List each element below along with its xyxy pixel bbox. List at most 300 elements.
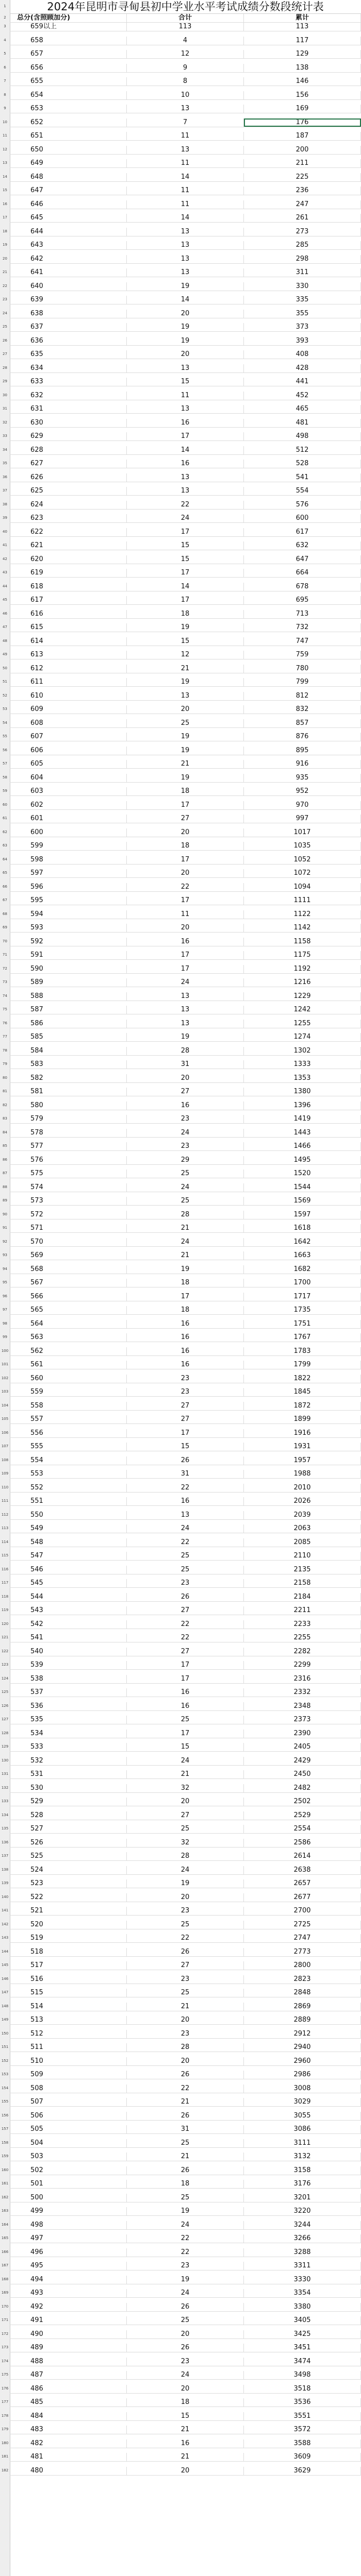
score-cell[interactable]: 565 bbox=[10, 1306, 127, 1314]
cumulative-cell[interactable]: 2800 bbox=[244, 1961, 361, 1970]
cumulative-cell[interactable]: 3354 bbox=[244, 2289, 361, 2297]
score-cell[interactable]: 547 bbox=[10, 1552, 127, 1560]
cumulative-cell[interactable]: 117 bbox=[244, 37, 361, 45]
row-number[interactable]: 150 bbox=[1, 2031, 9, 2036]
cumulative-cell[interactable]: 481 bbox=[244, 419, 361, 427]
row-number[interactable]: 47 bbox=[3, 625, 7, 629]
count-cell[interactable]: 20 bbox=[127, 310, 244, 318]
row-number[interactable]: 50 bbox=[3, 666, 7, 670]
score-cell[interactable]: 549 bbox=[10, 1524, 127, 1533]
count-cell[interactable]: 13 bbox=[127, 255, 244, 263]
row-number[interactable]: 104 bbox=[1, 1403, 9, 1408]
cumulative-cell[interactable]: 3244 bbox=[244, 2221, 361, 2229]
row-number[interactable]: 132 bbox=[1, 1785, 9, 1790]
score-cell[interactable]: 529 bbox=[10, 1798, 127, 1806]
score-cell[interactable]: 485 bbox=[10, 2398, 127, 2406]
score-cell[interactable]: 609 bbox=[10, 705, 127, 714]
score-cell[interactable]: 558 bbox=[10, 1402, 127, 1410]
cumulative-cell[interactable]: 200 bbox=[244, 146, 361, 154]
score-cell[interactable]: 648 bbox=[10, 173, 127, 181]
count-cell[interactable]: 17 bbox=[127, 1675, 244, 1683]
cumulative-cell[interactable]: 3474 bbox=[244, 2358, 361, 2366]
row-number[interactable]: 144 bbox=[1, 1949, 9, 1954]
count-cell[interactable]: 20 bbox=[127, 705, 244, 714]
count-cell[interactable]: 25 bbox=[127, 719, 244, 727]
score-cell[interactable]: 587 bbox=[10, 1006, 127, 1014]
count-cell[interactable]: 25 bbox=[127, 1716, 244, 1724]
score-cell[interactable]: 599 bbox=[10, 842, 127, 850]
cumulative-cell[interactable]: 2405 bbox=[244, 1743, 361, 1751]
row-number[interactable]: 111 bbox=[1, 1499, 9, 1503]
score-cell[interactable]: 498 bbox=[10, 2221, 127, 2229]
cumulative-cell[interactable]: 2986 bbox=[244, 2071, 361, 2079]
count-cell[interactable]: 19 bbox=[127, 1033, 244, 1041]
count-cell[interactable]: 21 bbox=[127, 2003, 244, 2011]
row-number[interactable]: 131 bbox=[1, 1772, 9, 1776]
row-number[interactable]: 88 bbox=[3, 1184, 7, 1189]
cumulative-cell[interactable]: 1957 bbox=[244, 1456, 361, 1465]
cumulative-cell[interactable]: 1845 bbox=[244, 1388, 361, 1396]
cumulative-cell[interactable]: 273 bbox=[244, 228, 361, 236]
score-cell[interactable]: 499 bbox=[10, 2207, 127, 2215]
score-cell[interactable]: 495 bbox=[10, 2262, 127, 2270]
row-number[interactable]: 60 bbox=[3, 802, 7, 807]
cumulative-cell[interactable]: 1443 bbox=[244, 1129, 361, 1137]
score-cell[interactable]: 496 bbox=[10, 2248, 127, 2257]
count-cell[interactable]: 16 bbox=[127, 1497, 244, 1505]
cumulative-cell[interactable]: 156 bbox=[244, 91, 361, 99]
score-cell[interactable]: 537 bbox=[10, 1688, 127, 1697]
row-number[interactable]: 177 bbox=[1, 2400, 9, 2404]
row-number[interactable]: 34 bbox=[3, 447, 7, 452]
row-number[interactable]: 109 bbox=[1, 1471, 9, 1476]
count-cell[interactable]: 23 bbox=[127, 1388, 244, 1396]
score-cell[interactable]: 655 bbox=[10, 77, 127, 86]
count-cell[interactable]: 19 bbox=[127, 323, 244, 331]
count-cell[interactable]: 27 bbox=[127, 1606, 244, 1615]
row-number[interactable]: 171 bbox=[1, 2318, 9, 2322]
count-cell[interactable]: 18 bbox=[127, 842, 244, 850]
count-cell[interactable]: 13 bbox=[127, 473, 244, 482]
score-cell[interactable]: 572 bbox=[10, 1211, 127, 1219]
cumulative-cell[interactable]: 2869 bbox=[244, 2003, 361, 2011]
row-number[interactable]: 83 bbox=[3, 1116, 7, 1121]
row-number[interactable]: 11 bbox=[3, 133, 7, 138]
count-cell[interactable]: 13 bbox=[127, 1020, 244, 1028]
score-cell[interactable]: 484 bbox=[10, 2412, 127, 2420]
score-cell[interactable]: 548 bbox=[10, 1538, 127, 1547]
row-number[interactable]: 170 bbox=[1, 2304, 9, 2309]
score-cell[interactable]: 534 bbox=[10, 1730, 127, 1738]
row-number[interactable]: 156 bbox=[1, 2113, 9, 2117]
count-cell[interactable]: 18 bbox=[127, 1279, 244, 1287]
cumulative-cell[interactable]: 311 bbox=[244, 268, 361, 277]
cumulative-cell[interactable]: 236 bbox=[244, 187, 361, 195]
count-cell[interactable]: 14 bbox=[127, 173, 244, 181]
cumulative-cell[interactable]: 2773 bbox=[244, 1948, 361, 1956]
score-cell[interactable]: 555 bbox=[10, 1443, 127, 1451]
count-cell[interactable]: 22 bbox=[127, 1538, 244, 1547]
score-cell[interactable]: 645 bbox=[10, 214, 127, 222]
row-number[interactable]: 154 bbox=[1, 2086, 9, 2090]
score-cell[interactable]: 503 bbox=[10, 2153, 127, 2161]
count-cell[interactable]: 19 bbox=[127, 1879, 244, 1888]
cumulative-cell[interactable]: 2373 bbox=[244, 1716, 361, 1724]
cumulative-cell[interactable]: 2586 bbox=[244, 1839, 361, 1847]
count-cell[interactable]: 9 bbox=[127, 64, 244, 72]
score-cell[interactable]: 521 bbox=[10, 1907, 127, 1915]
row-number[interactable]: 138 bbox=[1, 1867, 9, 1872]
count-cell[interactable]: 15 bbox=[127, 378, 244, 386]
score-cell[interactable]: 540 bbox=[10, 1648, 127, 1656]
row-number[interactable]: 110 bbox=[1, 1485, 9, 1489]
row-number[interactable]: 98 bbox=[3, 1321, 7, 1326]
score-cell[interactable]: 562 bbox=[10, 1347, 127, 1355]
cumulative-cell[interactable]: 2299 bbox=[244, 1661, 361, 1669]
score-cell[interactable]: 570 bbox=[10, 1238, 127, 1246]
cumulative-cell[interactable]: 832 bbox=[244, 705, 361, 714]
row-number[interactable]: 137 bbox=[1, 1854, 9, 1858]
score-cell[interactable]: 530 bbox=[10, 1784, 127, 1792]
count-cell[interactable]: 22 bbox=[127, 1634, 244, 1642]
count-cell[interactable]: 11 bbox=[127, 910, 244, 919]
row-number[interactable]: 129 bbox=[1, 1744, 9, 1749]
score-cell[interactable]: 519 bbox=[10, 1934, 127, 1942]
score-cell[interactable]: 500 bbox=[10, 2194, 127, 2202]
score-cell[interactable]: 646 bbox=[10, 200, 127, 209]
score-cell[interactable]: 517 bbox=[10, 1961, 127, 1970]
cumulative-cell[interactable]: 3425 bbox=[244, 2330, 361, 2338]
row-number[interactable]: 126 bbox=[1, 1703, 9, 1708]
cumulative-cell[interactable]: 1642 bbox=[244, 1238, 361, 1246]
cumulative-cell[interactable]: 211 bbox=[244, 159, 361, 167]
row-number[interactable]: 162 bbox=[1, 2195, 9, 2199]
cumulative-cell[interactable]: 2332 bbox=[244, 1688, 361, 1697]
cumulative-cell[interactable]: 261 bbox=[244, 214, 361, 222]
score-cell[interactable]: 598 bbox=[10, 856, 127, 864]
score-cell[interactable]: 579 bbox=[10, 1115, 127, 1123]
count-cell[interactable]: 24 bbox=[127, 1238, 244, 1246]
score-cell[interactable]: 611 bbox=[10, 678, 127, 686]
cumulative-cell[interactable]: 1717 bbox=[244, 1293, 361, 1301]
row-number[interactable]: 142 bbox=[1, 1922, 9, 1926]
score-cell[interactable]: 573 bbox=[10, 1197, 127, 1205]
cumulative-cell[interactable]: 113 bbox=[244, 23, 361, 31]
count-cell[interactable]: 20 bbox=[127, 2385, 244, 2393]
score-cell[interactable]: 504 bbox=[10, 2139, 127, 2147]
cumulative-cell[interactable]: 1229 bbox=[244, 992, 361, 1001]
cumulative-cell[interactable]: 1274 bbox=[244, 1033, 361, 1041]
count-cell[interactable]: 29 bbox=[127, 1156, 244, 1164]
row-number[interactable]: 181 bbox=[1, 2454, 9, 2459]
row-number[interactable]: 4 bbox=[4, 38, 6, 42]
score-cell[interactable]: 563 bbox=[10, 1333, 127, 1342]
row-number[interactable]: 113 bbox=[1, 1526, 9, 1530]
row-number[interactable]: 44 bbox=[3, 584, 7, 588]
count-cell[interactable]: 17 bbox=[127, 528, 244, 536]
cumulative-cell[interactable]: 2085 bbox=[244, 1538, 361, 1547]
count-cell[interactable]: 19 bbox=[127, 282, 244, 291]
cumulative-cell[interactable]: 1094 bbox=[244, 883, 361, 891]
count-cell[interactable]: 15 bbox=[127, 541, 244, 550]
cumulative-cell[interactable]: 2747 bbox=[244, 1934, 361, 1942]
score-cell[interactable]: 515 bbox=[10, 1989, 127, 1997]
row-number[interactable]: 62 bbox=[3, 829, 7, 834]
cumulative-cell[interactable]: 1618 bbox=[244, 1224, 361, 1232]
row-number[interactable]: 52 bbox=[3, 693, 7, 698]
row-number[interactable]: 2 bbox=[4, 15, 6, 20]
score-cell[interactable]: 546 bbox=[10, 1566, 127, 1574]
cumulative-cell[interactable]: 512 bbox=[244, 446, 361, 454]
cumulative-cell[interactable]: 3311 bbox=[244, 2262, 361, 2270]
row-number[interactable]: 6 bbox=[4, 65, 6, 70]
count-cell[interactable]: 25 bbox=[127, 1825, 244, 1833]
row-number[interactable]: 40 bbox=[3, 529, 7, 534]
row-number[interactable]: 158 bbox=[1, 2140, 9, 2145]
count-cell[interactable]: 19 bbox=[127, 2276, 244, 2284]
count-cell[interactable]: 113 bbox=[127, 23, 244, 31]
cumulative-cell[interactable]: 1751 bbox=[244, 1320, 361, 1328]
cumulative-cell[interactable]: 732 bbox=[244, 623, 361, 632]
row-number[interactable]: 22 bbox=[3, 283, 7, 288]
cumulative-cell[interactable]: 373 bbox=[244, 323, 361, 331]
count-cell[interactable]: 24 bbox=[127, 1183, 244, 1192]
row-number[interactable]: 25 bbox=[3, 325, 7, 329]
score-cell[interactable]: 491 bbox=[10, 2316, 127, 2325]
count-cell[interactable]: 14 bbox=[127, 296, 244, 304]
score-cell[interactable]: 608 bbox=[10, 719, 127, 727]
count-cell[interactable]: 20 bbox=[127, 1074, 244, 1082]
count-cell[interactable]: 18 bbox=[127, 610, 244, 618]
count-cell[interactable]: 12 bbox=[127, 651, 244, 659]
count-cell[interactable]: 22 bbox=[127, 1934, 244, 1942]
count-cell[interactable]: 19 bbox=[127, 337, 244, 345]
cumulative-cell[interactable]: 3132 bbox=[244, 2153, 361, 2161]
count-cell[interactable]: 26 bbox=[127, 2112, 244, 2120]
score-cell[interactable]: 488 bbox=[10, 2358, 127, 2366]
cumulative-cell[interactable]: 3176 bbox=[244, 2180, 361, 2188]
cumulative-cell[interactable]: 2450 bbox=[244, 1770, 361, 1778]
count-cell[interactable]: 7 bbox=[127, 118, 244, 127]
cumulative-cell[interactable]: 695 bbox=[244, 596, 361, 604]
cumulative-cell[interactable]: 1122 bbox=[244, 910, 361, 919]
cumulative-cell[interactable]: 1353 bbox=[244, 1074, 361, 1082]
count-cell[interactable]: 15 bbox=[127, 1743, 244, 1751]
row-number[interactable]: 16 bbox=[3, 201, 7, 206]
score-cell[interactable]: 618 bbox=[10, 583, 127, 591]
row-number[interactable]: 178 bbox=[1, 2413, 9, 2418]
count-cell[interactable]: 17 bbox=[127, 965, 244, 973]
score-cell[interactable]: 621 bbox=[10, 541, 127, 550]
cumulative-cell[interactable]: 2039 bbox=[244, 1511, 361, 1519]
cumulative-cell[interactable]: 2823 bbox=[244, 1975, 361, 1984]
cumulative-cell[interactable]: 2502 bbox=[244, 1798, 361, 1806]
row-number[interactable]: 24 bbox=[3, 311, 7, 315]
score-cell[interactable]: 574 bbox=[10, 1183, 127, 1192]
score-cell[interactable]: 560 bbox=[10, 1375, 127, 1383]
score-cell[interactable]: 586 bbox=[10, 1020, 127, 1028]
cumulative-cell[interactable]: 146 bbox=[244, 77, 361, 86]
count-cell[interactable]: 13 bbox=[127, 228, 244, 236]
count-cell[interactable]: 17 bbox=[127, 569, 244, 577]
row-number[interactable]: 155 bbox=[1, 2099, 9, 2104]
count-cell[interactable]: 16 bbox=[127, 1101, 244, 1110]
count-cell[interactable]: 21 bbox=[127, 2098, 244, 2106]
count-cell[interactable]: 19 bbox=[127, 774, 244, 782]
score-cell[interactable]: 619 bbox=[10, 569, 127, 577]
row-number[interactable]: 73 bbox=[3, 980, 7, 984]
row-number[interactable]: 49 bbox=[3, 652, 7, 656]
count-cell[interactable]: 13 bbox=[127, 405, 244, 413]
score-cell[interactable]: 566 bbox=[10, 1293, 127, 1301]
row-number[interactable]: 54 bbox=[3, 720, 7, 725]
count-cell[interactable]: 27 bbox=[127, 1402, 244, 1410]
cumulative-cell[interactable]: 2912 bbox=[244, 2030, 361, 2038]
cumulative-cell[interactable]: 799 bbox=[244, 678, 361, 686]
row-number[interactable]: 43 bbox=[3, 570, 7, 574]
row-number[interactable]: 23 bbox=[3, 297, 7, 301]
count-cell[interactable]: 31 bbox=[127, 2125, 244, 2133]
row-number[interactable]: 57 bbox=[3, 761, 7, 766]
count-cell[interactable]: 21 bbox=[127, 1224, 244, 1232]
row-number[interactable]: 119 bbox=[1, 1608, 9, 1612]
row-number[interactable]: 51 bbox=[3, 680, 7, 684]
row-number[interactable]: 75 bbox=[3, 1007, 7, 1011]
count-cell[interactable]: 13 bbox=[127, 692, 244, 700]
count-cell[interactable]: 31 bbox=[127, 1060, 244, 1069]
score-cell[interactable]: 480 bbox=[10, 2467, 127, 2475]
row-number[interactable]: 85 bbox=[3, 1144, 7, 1148]
cumulative-cell[interactable]: 1466 bbox=[244, 1142, 361, 1150]
score-cell[interactable]: 561 bbox=[10, 1361, 127, 1369]
score-cell[interactable]: 642 bbox=[10, 255, 127, 263]
row-number[interactable]: 153 bbox=[1, 2072, 9, 2076]
count-cell[interactable]: 13 bbox=[127, 105, 244, 113]
score-cell[interactable]: 610 bbox=[10, 692, 127, 700]
score-cell[interactable]: 527 bbox=[10, 1825, 127, 1833]
count-cell[interactable]: 21 bbox=[127, 2426, 244, 2434]
count-cell[interactable]: 23 bbox=[127, 1907, 244, 1915]
cumulative-cell[interactable]: 1380 bbox=[244, 1088, 361, 1096]
row-number[interactable]: 10 bbox=[3, 120, 7, 124]
score-cell[interactable]: 657 bbox=[10, 50, 127, 58]
count-cell[interactable]: 26 bbox=[127, 1456, 244, 1465]
count-cell[interactable]: 11 bbox=[127, 200, 244, 209]
cumulative-cell[interactable]: 3029 bbox=[244, 2098, 361, 2106]
cumulative-cell[interactable]: 2940 bbox=[244, 2043, 361, 2052]
row-number[interactable]: 145 bbox=[1, 1963, 9, 1967]
count-cell[interactable]: 13 bbox=[127, 364, 244, 372]
cumulative-cell[interactable]: 780 bbox=[244, 665, 361, 673]
row-number[interactable]: 114 bbox=[1, 1539, 9, 1544]
score-cell[interactable]: 617 bbox=[10, 596, 127, 604]
row-number[interactable]: 58 bbox=[3, 775, 7, 779]
cumulative-cell[interactable]: 428 bbox=[244, 364, 361, 372]
count-cell[interactable]: 25 bbox=[127, 1566, 244, 1574]
row-number[interactable]: 118 bbox=[1, 1594, 9, 1599]
count-cell[interactable]: 24 bbox=[127, 1866, 244, 1874]
cumulative-cell[interactable]: 554 bbox=[244, 487, 361, 495]
row-number[interactable]: 90 bbox=[3, 1212, 7, 1216]
count-cell[interactable]: 13 bbox=[127, 268, 244, 277]
row-number[interactable]: 120 bbox=[1, 1621, 9, 1626]
header-count[interactable]: 合计 bbox=[127, 14, 244, 22]
row-number[interactable]: 9 bbox=[4, 106, 6, 110]
count-cell[interactable]: 16 bbox=[127, 2439, 244, 2448]
cumulative-cell[interactable]: 2614 bbox=[244, 1852, 361, 1860]
score-cell[interactable]: 490 bbox=[10, 2330, 127, 2338]
cumulative-cell[interactable]: 997 bbox=[244, 815, 361, 823]
score-cell[interactable]: 535 bbox=[10, 1716, 127, 1724]
row-number[interactable]: 175 bbox=[1, 2372, 9, 2377]
score-cell[interactable]: 584 bbox=[10, 1047, 127, 1055]
count-cell[interactable]: 22 bbox=[127, 1484, 244, 1492]
cumulative-cell[interactable]: 3055 bbox=[244, 2112, 361, 2120]
count-cell[interactable]: 14 bbox=[127, 446, 244, 454]
count-cell[interactable]: 25 bbox=[127, 2316, 244, 2325]
row-number[interactable]: 53 bbox=[3, 707, 7, 711]
row-number[interactable]: 122 bbox=[1, 1649, 9, 1653]
row-number[interactable]: 59 bbox=[3, 789, 7, 793]
score-cell[interactable]: 523 bbox=[10, 1879, 127, 1888]
row-number[interactable]: 146 bbox=[1, 1976, 9, 1981]
score-cell[interactable]: 600 bbox=[10, 828, 127, 837]
score-cell[interactable]: 542 bbox=[10, 1620, 127, 1629]
cumulative-cell[interactable]: 1419 bbox=[244, 1115, 361, 1123]
row-number[interactable]: 39 bbox=[3, 516, 7, 520]
header-score[interactable]: 总分(含照顾加分) bbox=[10, 14, 127, 22]
row-number[interactable]: 21 bbox=[3, 270, 7, 274]
row-number[interactable]: 141 bbox=[1, 1908, 9, 1912]
cumulative-cell[interactable]: 1899 bbox=[244, 1415, 361, 1423]
row-number[interactable]: 64 bbox=[3, 857, 7, 861]
score-cell[interactable]: 594 bbox=[10, 910, 127, 919]
cumulative-cell[interactable]: 541 bbox=[244, 473, 361, 482]
row-number[interactable]: 176 bbox=[1, 2386, 9, 2391]
score-cell[interactable]: 532 bbox=[10, 1757, 127, 1765]
score-cell[interactable]: 508 bbox=[10, 2084, 127, 2093]
cumulative-cell[interactable]: 1663 bbox=[244, 1251, 361, 1260]
score-cell[interactable]: 551 bbox=[10, 1497, 127, 1505]
cumulative-cell[interactable]: 2110 bbox=[244, 1552, 361, 1560]
row-number[interactable]: 35 bbox=[3, 461, 7, 465]
cumulative-cell[interactable]: 1916 bbox=[244, 1429, 361, 1437]
cumulative-cell[interactable]: 138 bbox=[244, 64, 361, 72]
score-cell[interactable]: 497 bbox=[10, 2234, 127, 2243]
count-cell[interactable]: 4 bbox=[127, 37, 244, 45]
score-cell[interactable]: 625 bbox=[10, 487, 127, 495]
count-cell[interactable]: 16 bbox=[127, 1688, 244, 1697]
score-cell[interactable]: 623 bbox=[10, 514, 127, 522]
count-cell[interactable]: 13 bbox=[127, 1511, 244, 1519]
cumulative-cell[interactable]: 3220 bbox=[244, 2207, 361, 2215]
score-cell[interactable]: 601 bbox=[10, 815, 127, 823]
count-cell[interactable]: 10 bbox=[127, 91, 244, 99]
cumulative-cell[interactable]: 3086 bbox=[244, 2125, 361, 2133]
score-cell[interactable]: 603 bbox=[10, 787, 127, 795]
cumulative-cell[interactable]: 247 bbox=[244, 200, 361, 209]
score-cell[interactable]: 544 bbox=[10, 1593, 127, 1601]
count-cell[interactable]: 11 bbox=[127, 159, 244, 167]
cumulative-cell[interactable]: 465 bbox=[244, 405, 361, 413]
cumulative-cell[interactable]: 1111 bbox=[244, 896, 361, 905]
count-cell[interactable]: 26 bbox=[127, 1593, 244, 1601]
count-cell[interactable]: 22 bbox=[127, 501, 244, 509]
row-number[interactable]: 81 bbox=[3, 1089, 7, 1093]
count-cell[interactable]: 19 bbox=[127, 733, 244, 741]
count-cell[interactable]: 28 bbox=[127, 1047, 244, 1055]
count-cell[interactable]: 19 bbox=[127, 1265, 244, 1274]
